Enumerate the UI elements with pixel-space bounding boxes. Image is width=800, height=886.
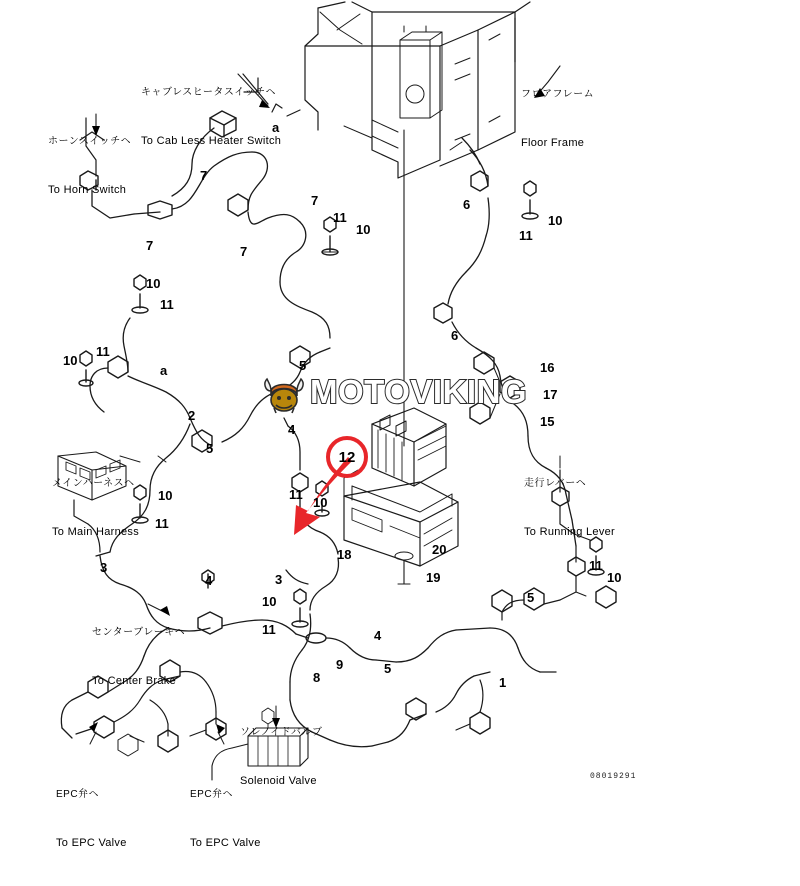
item-number-8: 8	[313, 670, 321, 685]
item-number-4: 4	[205, 573, 213, 588]
label-epc-valve-right: EPC弁ヘ To EPC Valve	[190, 788, 261, 850]
item-number-17: 17	[543, 387, 558, 402]
label-solenoid-valve: ソレノイドバルブ Solenoid Valve	[240, 726, 323, 788]
label-running-lever: 走行レバーヘ To Running Lever	[524, 477, 616, 539]
item-number-18: 18	[337, 547, 352, 562]
item-number-10: 10	[63, 353, 78, 368]
watermark-text: MOTOVIKING	[310, 373, 528, 410]
callout-badge-12	[326, 436, 368, 478]
item-number-15: 15	[540, 414, 555, 429]
item-number-a: a	[160, 363, 168, 378]
item-number-10: 10	[548, 213, 563, 228]
item-number-3: 3	[275, 572, 283, 587]
item-number-5: 5	[384, 661, 392, 676]
item-number-11: 11	[96, 344, 110, 359]
watermark	[262, 368, 538, 416]
item-number-11: 11	[155, 516, 169, 531]
item-number-7: 7	[311, 193, 319, 208]
item-number-11: 11	[160, 297, 174, 312]
item-number-6: 6	[451, 328, 459, 343]
label-cab-less-heater-switch: キャブレスヒータスイッチヘ To Cab Less Heater Switch	[141, 86, 282, 148]
item-number-10: 10	[262, 594, 277, 609]
viking-logo-icon	[262, 370, 306, 414]
item-number-9: 9	[336, 657, 344, 672]
item-number-5: 5	[527, 590, 535, 605]
item-number-10: 10	[607, 570, 622, 585]
label-main-harness: メインハーネスヘ To Main Harness	[52, 477, 140, 539]
item-number-4: 4	[288, 422, 296, 437]
item-number-10: 10	[313, 495, 328, 510]
item-number-11: 11	[589, 558, 603, 573]
label-floor-frame: フロアフレーム Floor Frame	[521, 88, 595, 150]
item-number-5: 5	[299, 358, 307, 373]
label-horn-switch: ホーンスイッチヘ To Horn Switch	[48, 135, 132, 197]
item-number-11: 11	[262, 622, 276, 637]
item-number-10: 10	[146, 276, 161, 291]
item-number-4: 4	[374, 628, 382, 643]
item-number-20: 20	[432, 542, 447, 557]
item-number-7: 7	[200, 168, 208, 183]
item-number-10: 10	[158, 488, 173, 503]
item-number-a: a	[272, 120, 280, 135]
item-number-2: 2	[188, 408, 196, 423]
callout-number: 12	[338, 448, 356, 466]
item-number-3: 3	[100, 560, 108, 575]
item-number-11: 11	[519, 228, 533, 243]
item-number-11: 11	[333, 210, 347, 225]
item-number-5: 5	[206, 441, 214, 456]
item-number-11: 11	[289, 487, 303, 502]
label-center-brake: センターブレーキヘ To Center Brake	[92, 626, 186, 688]
item-number-1: 1	[499, 675, 507, 690]
item-number-7: 7	[240, 244, 248, 259]
item-number-16: 16	[540, 360, 555, 375]
item-number-7: 7	[146, 238, 154, 253]
item-number-10: 10	[356, 222, 371, 237]
item-number-6: 6	[463, 197, 471, 212]
drawing-number: 08019291	[590, 772, 637, 781]
label-epc-valve-left: EPC弁ヘ To EPC Valve	[56, 788, 127, 850]
item-number-19: 19	[426, 570, 441, 585]
